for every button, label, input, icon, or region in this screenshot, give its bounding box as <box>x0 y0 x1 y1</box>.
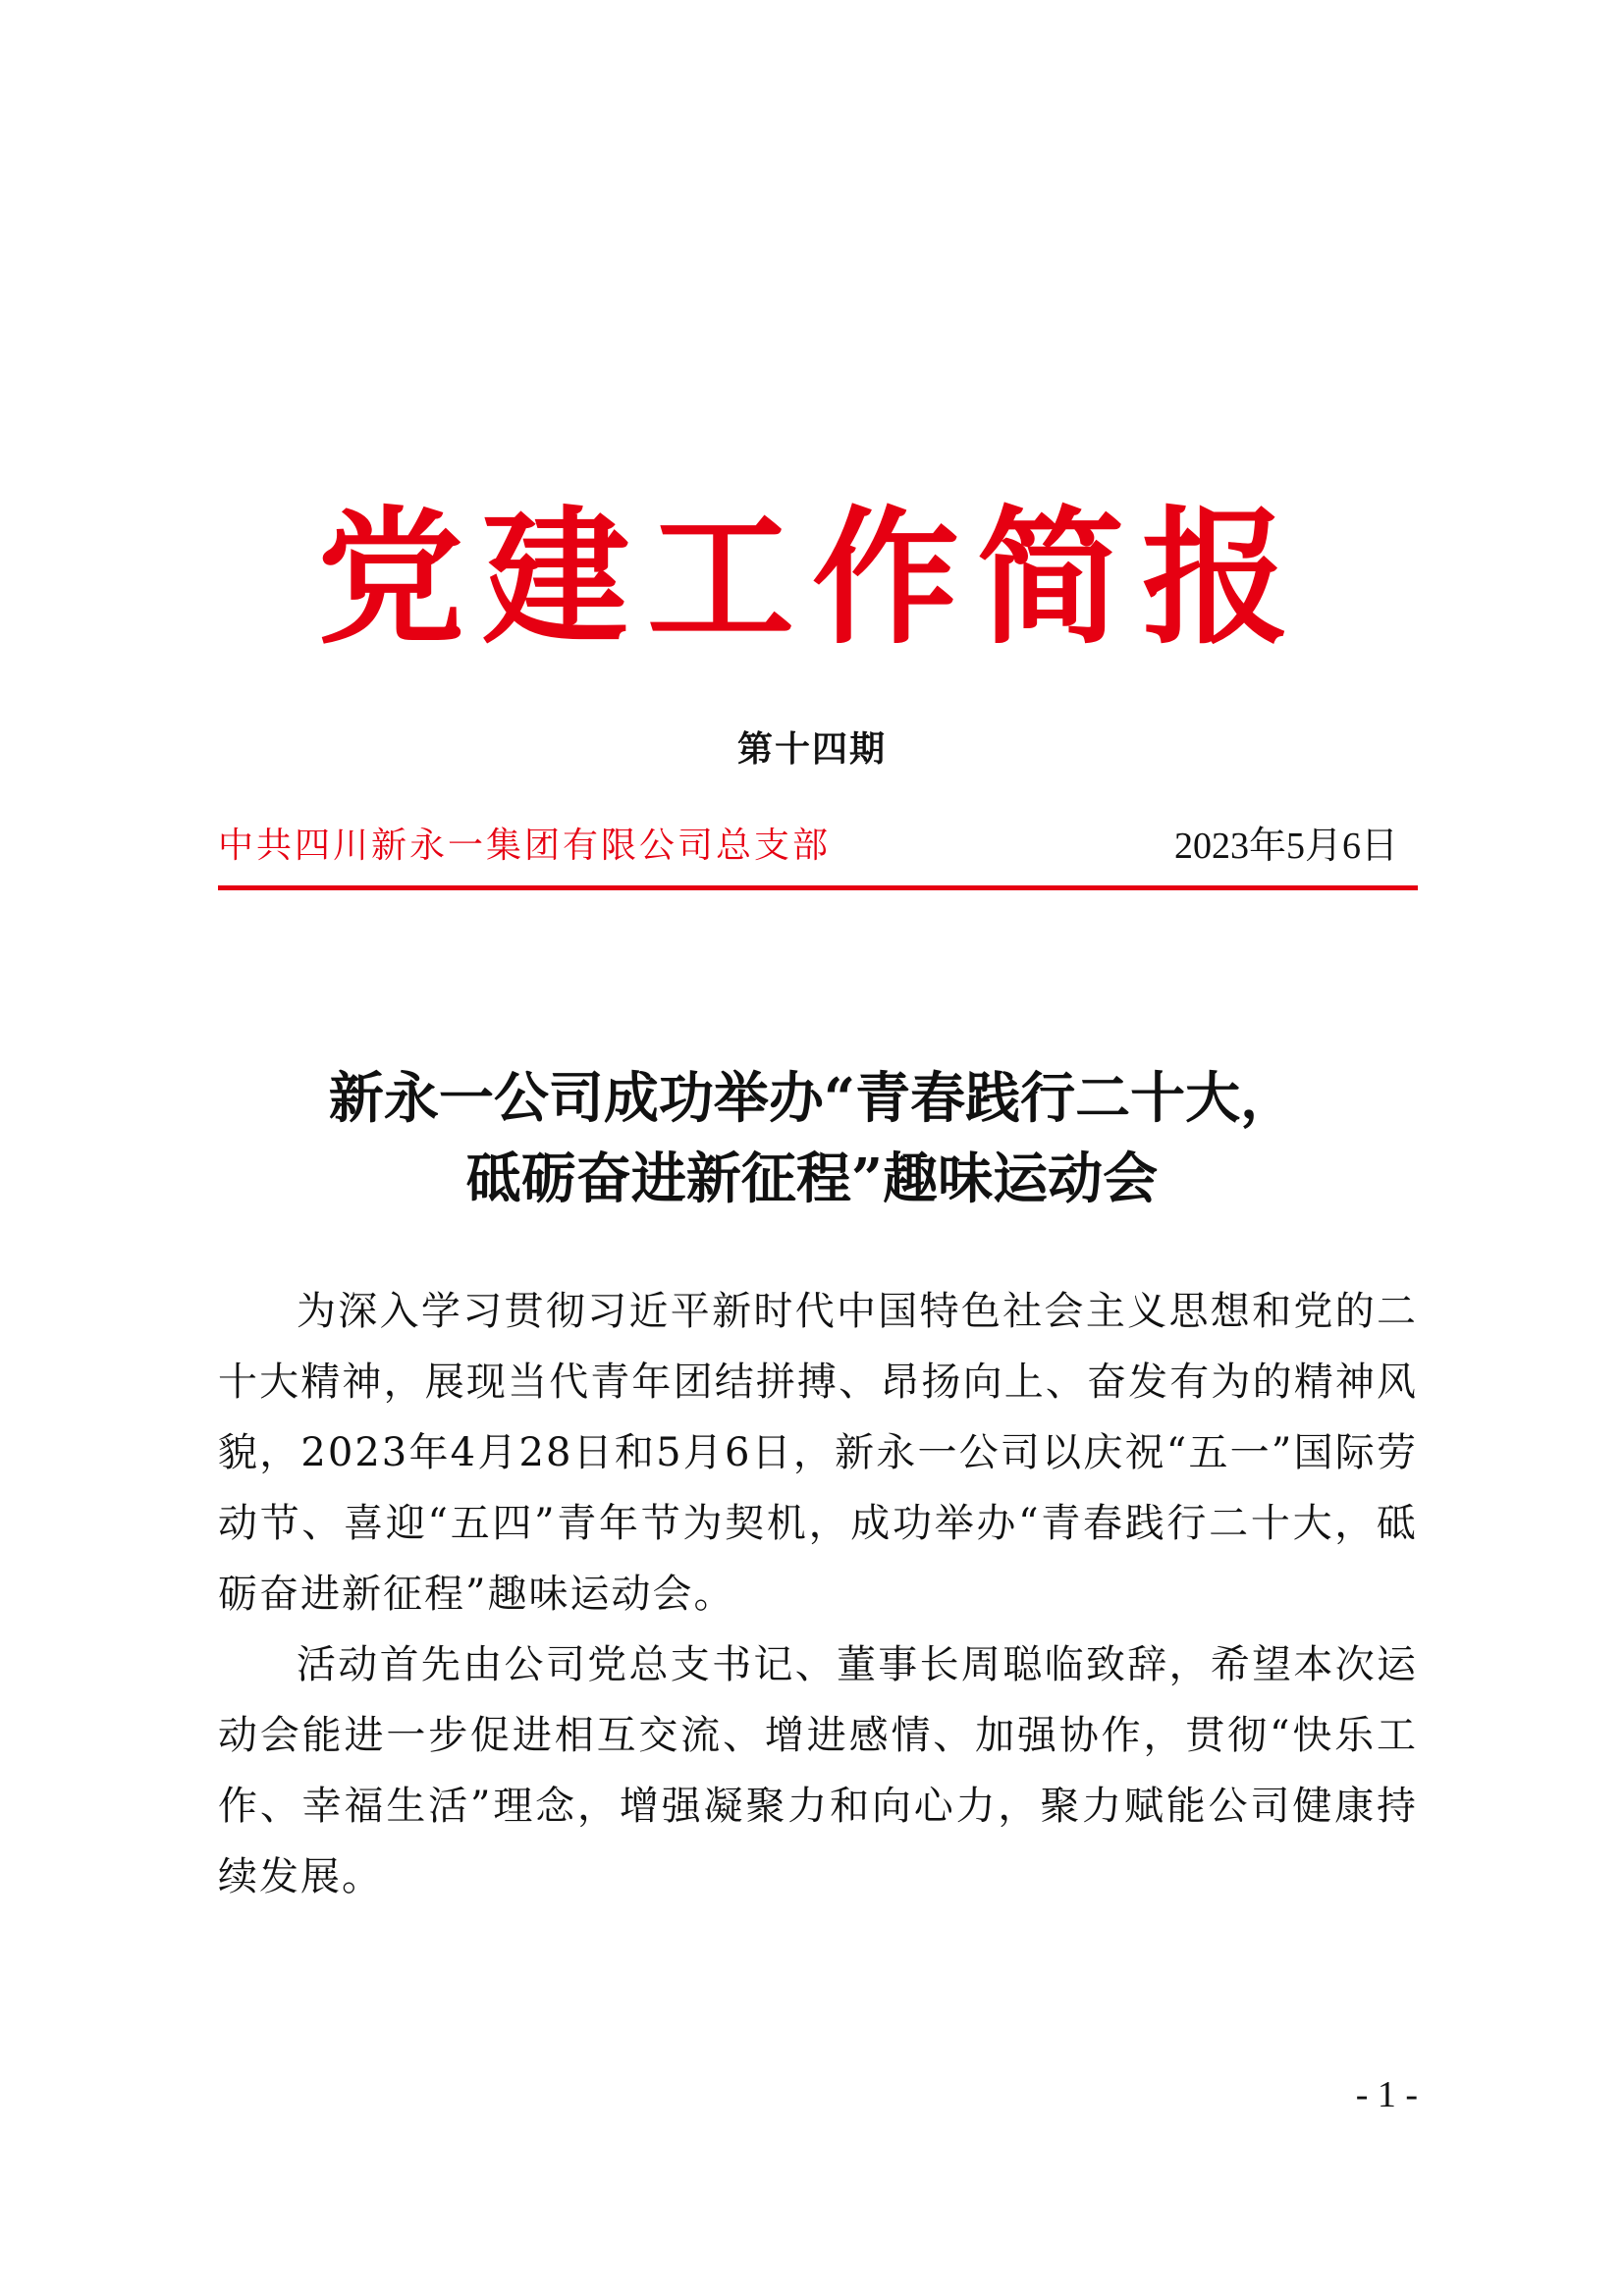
issue-date: 2023年5月6日 <box>1173 826 1398 867</box>
article-paragraph-1: 为深入学习贯彻习近平新时代中国特色社会主义思想和党的二十大精神，展现当代青年团结拼搏、昂扬向上、奋发有为的精神风貌，2023年4月28日和5月6日，新永一公司以庆祝“五一”国际劳动节、喜迎“五四”青年节为契机，成功举办“青春践行二十大，砥砺奋进新征程”趣味运动会。 <box>218 1289 1418 1617</box>
page-number: - 1 - <box>1355 2074 1418 2115</box>
red-divider-rule <box>218 885 1418 890</box>
headline-line-1: 新永一公司成功举办“青春践行二十大， <box>328 1065 1296 1131</box>
article-body <box>218 1276 1418 1912</box>
issue-number: 第十四期 <box>736 729 887 770</box>
headline-line-2: 砥砺奋进新征程”趣味运动会 <box>465 1146 1159 1211</box>
issuer-name: 中共四川新永一集团有限公司总支部 <box>218 826 832 866</box>
article-headline <box>177 1058 1447 1219</box>
article-paragraph-2: 活动首先由公司党总支书记、董事长周聪临致辞，希望本次运动会能进一步促进相互交流、增进感情、加强协作，贯彻“快乐工作、幸福生活”理念，增强凝聚力和向心力，聚力赋能公司健康持续发展。 <box>218 1642 1418 1899</box>
issuer-row <box>218 823 1418 872</box>
bulletin-masthead-title: 党建工作简报 <box>316 494 1307 665</box>
